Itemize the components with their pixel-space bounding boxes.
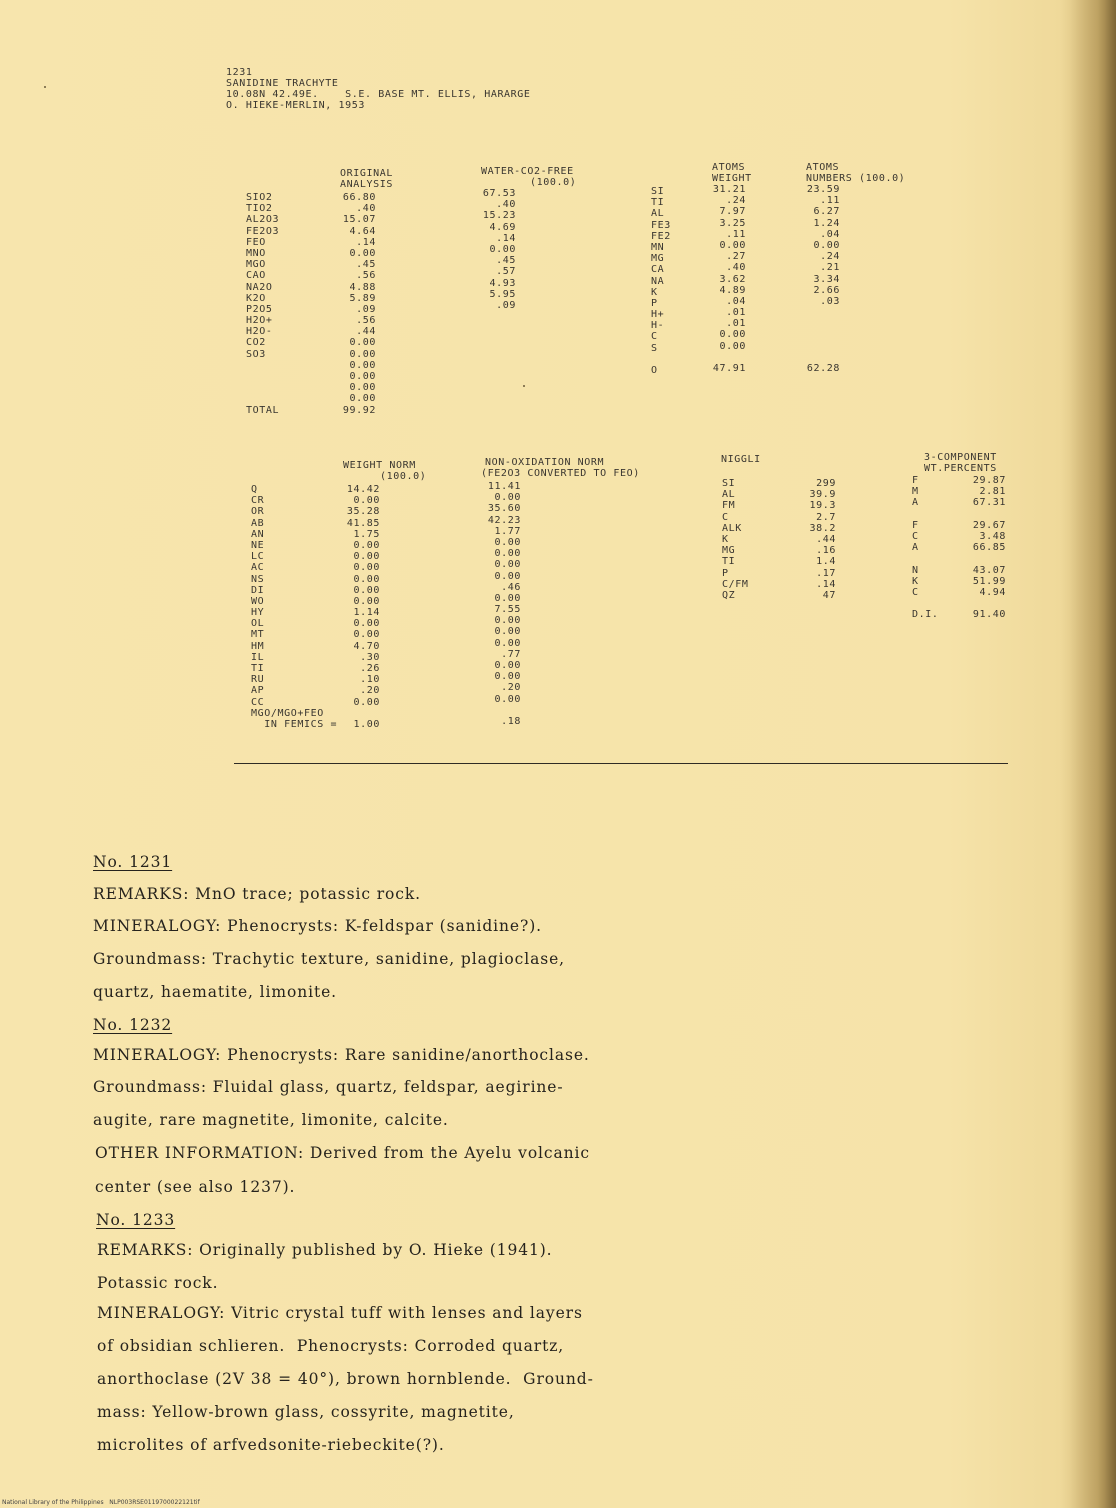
oxide-label: NA2O [246,281,273,293]
remarks-line: microlites of arfvedsonite-riebeckite(?). [97,1436,445,1454]
weight-norm-value: 1.00 [353,718,380,730]
oxide-label: TOTAL [246,404,280,416]
weight-norm-header-1: WEIGHT NORM [343,460,416,471]
component-value: 43.07 [972,564,1006,576]
niggli-label: P [722,567,729,579]
atoms-number-value [794,352,840,363]
non-oxidation-value: 0.00 [494,570,521,582]
atoms-weight-header-2: WEIGHT [712,173,752,184]
non-oxidation-value: 11.41 [487,481,521,492]
water-free-value: .45 [496,255,516,267]
niggli-value: 19.3 [809,500,836,512]
oxide-labels [246,192,279,416]
norm-label: AC [251,562,265,574]
norm-label: CC [251,696,265,708]
original-header-2: ANALYSIS [340,179,393,190]
oxide-label [246,360,279,371]
original-value: 66.80 [342,192,376,203]
atom-label: SI [651,186,665,197]
remarks-line: OTHER INFORMATION: Derived from the Ayelu volcanic [95,1144,590,1162]
oxide-label: H2O+ [246,315,273,327]
atoms-number-value: 2.66 [813,284,840,296]
sample-number: 1231 [226,67,253,78]
component-value [958,598,1006,609]
atoms-weight-value: .04 [726,295,746,307]
atoms-numbers-header-2: NUMBERS (100.0) [806,173,906,184]
water-free-value: .14 [496,232,516,244]
original-header-1: ORIGINAL [340,168,393,179]
niggli-values [790,478,836,601]
non-oxidation-value: 0.00 [494,693,521,705]
atoms-weight-value: .01 [726,307,746,319]
weight-norm-header-2: (100.0) [380,471,427,482]
non-oxidation-values [475,481,521,727]
original-value: .40 [356,203,376,215]
component-label: A [912,497,919,509]
oxide-label: K2O [246,292,266,304]
remarks-line: quartz, haematite, limonite. [93,983,337,1001]
atoms-number-value: 6.27 [813,206,840,218]
non-oxidation-value: 1.77 [494,525,521,537]
oxide-label: FEO [246,236,266,248]
norm-mineral-labels [251,484,337,730]
norm-label: OR [251,506,265,518]
niggli-label: AL [722,489,736,501]
atoms-weight-value: .40 [726,262,746,274]
component-label: C [912,530,919,542]
weight-norm-value: 41.85 [346,517,380,529]
original-value: 0.00 [349,371,376,382]
norm-label: MGO/MGO+FEO [251,707,324,719]
niggli-header: NIGGLI [721,454,761,465]
component-label: F [912,475,919,486]
atoms-weight-value: .11 [726,228,746,240]
niggli-label: MG [722,545,736,557]
atom-label: FE2 [651,230,671,242]
component-value [958,509,1006,520]
remarks-line: MINERALOGY: Vitric crystal tuff with lenses and layers [97,1304,583,1322]
atoms-number-value: 23.59 [806,184,840,195]
original-value: .56 [356,315,376,327]
weight-norm-value: 0.00 [353,629,380,641]
atom-label: AL [651,208,665,220]
component-value: 29.87 [972,475,1006,486]
original-value: .44 [356,326,376,338]
weight-norm-value [334,708,380,719]
norm-label: MT [251,629,265,641]
atom-label: TI [651,197,665,209]
weight-norm-values [334,484,380,730]
atom-label: MG [651,253,665,265]
atoms-weight-value: 0.00 [719,329,746,341]
weight-norm-value: 0.00 [353,696,380,708]
weight-norm-value: 0.00 [353,562,380,574]
water-free-value: .40 [496,199,516,211]
water-free-header-1: WATER-CO2-FREE [481,166,574,177]
atom-label: H- [651,320,665,332]
entry-1232-heading: No. 1232 [93,1016,173,1034]
weight-norm-value: 0.00 [353,584,380,596]
component-labels [912,475,938,620]
remarks-line: of obsidian schlieren. Phenocrysts: Corroded quartz, [97,1337,565,1355]
weight-norm-value: .20 [360,685,380,697]
weight-norm-value: 1.14 [353,607,380,619]
original-value: 4.64 [349,225,376,237]
atoms-number-value: .04 [820,228,840,240]
component-label [912,598,938,609]
oxide-label: SIO2 [246,192,273,203]
niggli-label: ALK [722,522,742,534]
oxide-label [246,393,279,404]
entry-1231-heading: No. 1231 [93,853,173,871]
component-value: 66.85 [972,542,1006,554]
atoms-weight-value: 3.62 [719,273,746,285]
atoms-weight-value: 4.89 [719,284,746,296]
weight-norm-value: 0.00 [353,551,380,563]
remarks-line: REMARKS: MnO trace; potassic rock. [93,885,421,903]
section-divider [234,763,1008,764]
niggli-label: C [722,511,729,523]
oxide-label [246,371,279,382]
water-free-value: 67.53 [482,188,516,199]
non-oxidation-value: 0.00 [494,637,521,649]
component-label [912,553,938,564]
norm-label: HY [251,607,265,619]
weight-norm-value: 0.00 [353,573,380,585]
location: 10.08N 42.49E. S.E. BASE MT. ELLIS, HARARGE [226,89,531,100]
atoms-weight-value: 0.00 [719,239,746,251]
niggli-label: FM [722,500,736,512]
norm-label: AN [251,528,265,540]
niggli-value: 299 [816,478,836,489]
original-value: 5.89 [349,292,376,304]
oxide-label: MGO [246,259,266,271]
non-oxidation-value: 0.00 [494,559,521,571]
atoms-weight-value: 47.91 [712,363,746,374]
niggli-label: SI [722,478,736,489]
oxide-label [246,382,279,393]
non-oxidation-value: 7.55 [494,604,521,616]
component-label: D.I. [912,609,939,621]
atoms-number-value: .03 [820,295,840,307]
niggli-value: .17 [816,567,836,579]
atom-label: CA [651,264,665,276]
non-oxidation-value: 35.60 [487,503,521,515]
component-value: 4.94 [979,586,1006,598]
original-value: .14 [356,236,376,248]
atom-label: K [651,286,658,298]
page-edge-shadow [1070,0,1116,1508]
weight-norm-value: 0.00 [353,618,380,630]
weight-norm-value: 1.75 [353,528,380,540]
original-value: 15.07 [342,214,376,226]
atoms-number-value [794,318,840,329]
non-oxidation-value: 0.00 [494,548,521,560]
remarks-line: augite, rare magnetite, limonite, calcite. [93,1111,449,1129]
analyst: O. HIEKE-MERLIN, 1953 [226,100,366,111]
norm-label: TI [251,663,265,674]
water-free-value: 15.23 [482,210,516,222]
oxide-label: H2O- [246,326,273,338]
norm-label: IN FEMICS = [251,718,338,730]
non-oxidation-value: .18 [501,715,521,727]
remarks-line: Groundmass: Fluidal glass, quartz, feldspar, aegirine- [93,1078,564,1096]
component-label: M [912,486,919,498]
niggli-value: 2.7 [816,511,836,523]
niggli-label: QZ [722,589,736,601]
remarks-line: Potassic rock. [97,1274,219,1292]
original-value: .09 [356,303,376,315]
oxide-label: CO2 [246,337,266,349]
oxide-label: CAO [246,270,266,282]
original-value: .45 [356,259,376,271]
non-oxidation-value: 0.00 [494,671,521,683]
atoms-number-value: .11 [820,195,840,207]
water-free-values [470,188,516,311]
original-value: 0.00 [349,247,376,259]
weight-norm-value: 35.28 [346,506,380,518]
atom-label: NA [651,275,665,287]
norm-label: Q [251,484,258,495]
scan-footer: National Library of the Philippines NLP003RSE0119700022121tif [2,1499,200,1506]
norm-label: CR [251,495,265,507]
component-label: F [912,519,919,531]
component-label [912,509,938,520]
component-value: 2.81 [979,486,1006,498]
weight-norm-value: 0.00 [353,539,380,551]
atoms-weight-value: .01 [726,318,746,330]
original-value: 0.00 [349,382,376,394]
component-label: N [912,564,919,576]
component-value: 91.40 [972,609,1006,621]
norm-label: AB [251,517,265,529]
component-label: K [912,575,919,587]
atom-label: MN [651,241,665,253]
remarks-line: anorthoclase (2V 38 = 40°), brown hornblende. Ground- [97,1370,594,1388]
non-oxidation-value: 0.00 [494,492,521,504]
non-oxidation-value: 0.00 [494,536,521,548]
atom-label: O [651,365,658,376]
norm-label: OL [251,618,265,630]
atom-label: H+ [651,309,665,321]
oxide-label: SO3 [246,348,266,360]
atoms-number-value [794,307,840,318]
atom-label [651,354,671,365]
norm-label: WO [251,595,265,607]
remarks-line: REMARKS: Originally published by O. Hieke (1941). [97,1241,553,1259]
scan-speck [44,86,46,88]
norm-label: LC [251,551,265,563]
atoms-weight-value: 7.97 [719,206,746,218]
non-oxidation-value: .20 [501,682,521,694]
remarks-line: Groundmass: Trachytic texture, sanidine, plagioclase, [93,950,565,968]
component-value: 51.99 [972,575,1006,587]
niggli-value: 1.4 [816,556,836,568]
oxide-label: FE2O3 [246,225,280,237]
niggli-value: .44 [816,533,836,545]
water-free-value: .09 [496,299,516,311]
atoms-weight-value: .24 [726,195,746,207]
component-value: 29.67 [972,519,1006,531]
water-free-value: 0.00 [489,243,516,255]
weight-norm-value: 4.70 [353,640,380,652]
niggli-value: 38.2 [809,522,836,534]
norm-label: NS [251,573,265,585]
norm-label: HM [251,640,265,652]
original-analysis-values [330,192,376,416]
water-free-value: 5.95 [489,288,516,300]
atom-label: FE3 [651,219,671,231]
atoms-weight-header-1: ATOMS [712,162,746,173]
non-oxidation-value: .46 [501,581,521,593]
oxide-label: AL2O3 [246,214,280,226]
non-oxidation-header-2: (FE2O3 CONVERTED TO FEO) [481,468,640,479]
non-oxidation-value: 0.00 [494,592,521,604]
original-value: 99.92 [342,404,376,416]
atom-labels [651,186,671,376]
norm-label: RU [251,674,265,686]
remarks-line: MINERALOGY: Phenocrysts: K-feldspar (sanidine?). [93,917,542,935]
non-oxidation-header-1: NON-OXIDATION NORM [485,457,605,468]
norm-label: AP [251,685,265,697]
oxide-label: TIO2 [246,203,273,215]
niggli-label: C/FM [722,578,749,590]
original-value: 0.00 [349,348,376,360]
scan-speck [523,385,525,387]
niggli-value: .14 [816,578,836,590]
atoms-number-value: 1.24 [813,217,840,229]
oxide-label: P2O5 [246,303,273,315]
water-free-header-2: (100.0) [530,177,577,188]
atoms-weight-value: .27 [726,251,746,263]
non-oxidation-value: 0.00 [494,626,521,638]
weight-norm-value: .26 [360,663,380,674]
water-free-value: 4.69 [489,221,516,233]
oxide-label: MNO [246,247,266,259]
non-oxidation-value: .77 [501,648,521,660]
norm-label: IL [251,651,265,663]
atoms-number-value: .21 [820,262,840,274]
atoms-number-value: .24 [820,251,840,263]
component-header-1: 3-COMPONENT [924,452,997,463]
rock-name: SANIDINE TRACHYTE [226,78,339,89]
original-value: 4.88 [349,281,376,293]
niggli-value: .16 [816,545,836,557]
component-value: 3.48 [979,530,1006,542]
water-free-value: 4.93 [489,277,516,289]
niggli-value: 47 [822,589,836,601]
atoms-numbers-values [794,184,840,374]
component-values [958,475,1006,620]
niggli-label: TI [722,556,736,568]
weight-norm-value: .10 [360,674,380,686]
weight-norm-value: .30 [360,651,380,663]
niggli-labels [722,478,748,601]
non-oxidation-value [475,705,521,716]
remarks-line: mass: Yellow-brown glass, cossyrite, magnetite, [97,1403,515,1421]
component-value [958,553,1006,564]
niggli-value: 39.9 [809,489,836,501]
weight-norm-value: 0.00 [353,595,380,607]
atoms-number-value: 3.34 [813,273,840,285]
norm-label: DI [251,584,265,596]
atoms-number-value [794,341,840,352]
entry-1233-heading: No. 1233 [96,1211,176,1229]
atoms-number-value [794,329,840,340]
original-value: 0.00 [349,393,376,405]
component-value: 67.31 [972,497,1006,509]
weight-norm-value: 0.00 [353,495,380,507]
water-free-value: .57 [496,266,516,278]
niggli-label: K [722,533,729,545]
atoms-number-value: 0.00 [813,239,840,251]
non-oxidation-value: 42.23 [487,514,521,526]
original-value: 0.00 [349,337,376,349]
atoms-weight-value [700,352,746,363]
original-value: 0.00 [349,359,376,371]
non-oxidation-value: 0.00 [494,660,521,671]
atoms-weight-values [700,184,746,374]
atom-label: P [651,297,658,309]
atom-label: S [651,342,658,354]
non-oxidation-value: 0.00 [494,615,521,627]
weight-norm-value: 14.42 [346,484,380,495]
norm-label: NE [251,539,265,551]
component-label: C [912,586,919,598]
component-label: A [912,542,919,554]
component-header-2: WT.PERCENTS [924,463,997,474]
original-value: .56 [356,270,376,282]
remarks-line: center (see also 1237). [95,1178,296,1196]
atoms-weight-value: 3.25 [719,217,746,229]
atoms-weight-value: 31.21 [712,184,746,195]
atoms-numbers-header-1: ATOMS [806,162,840,173]
atoms-number-value: 62.28 [806,363,840,374]
remarks-line: MINERALOGY: Phenocrysts: Rare sanidine/anorthoclase. [93,1046,590,1064]
atoms-weight-value: 0.00 [719,340,746,352]
atom-label: C [651,331,658,343]
